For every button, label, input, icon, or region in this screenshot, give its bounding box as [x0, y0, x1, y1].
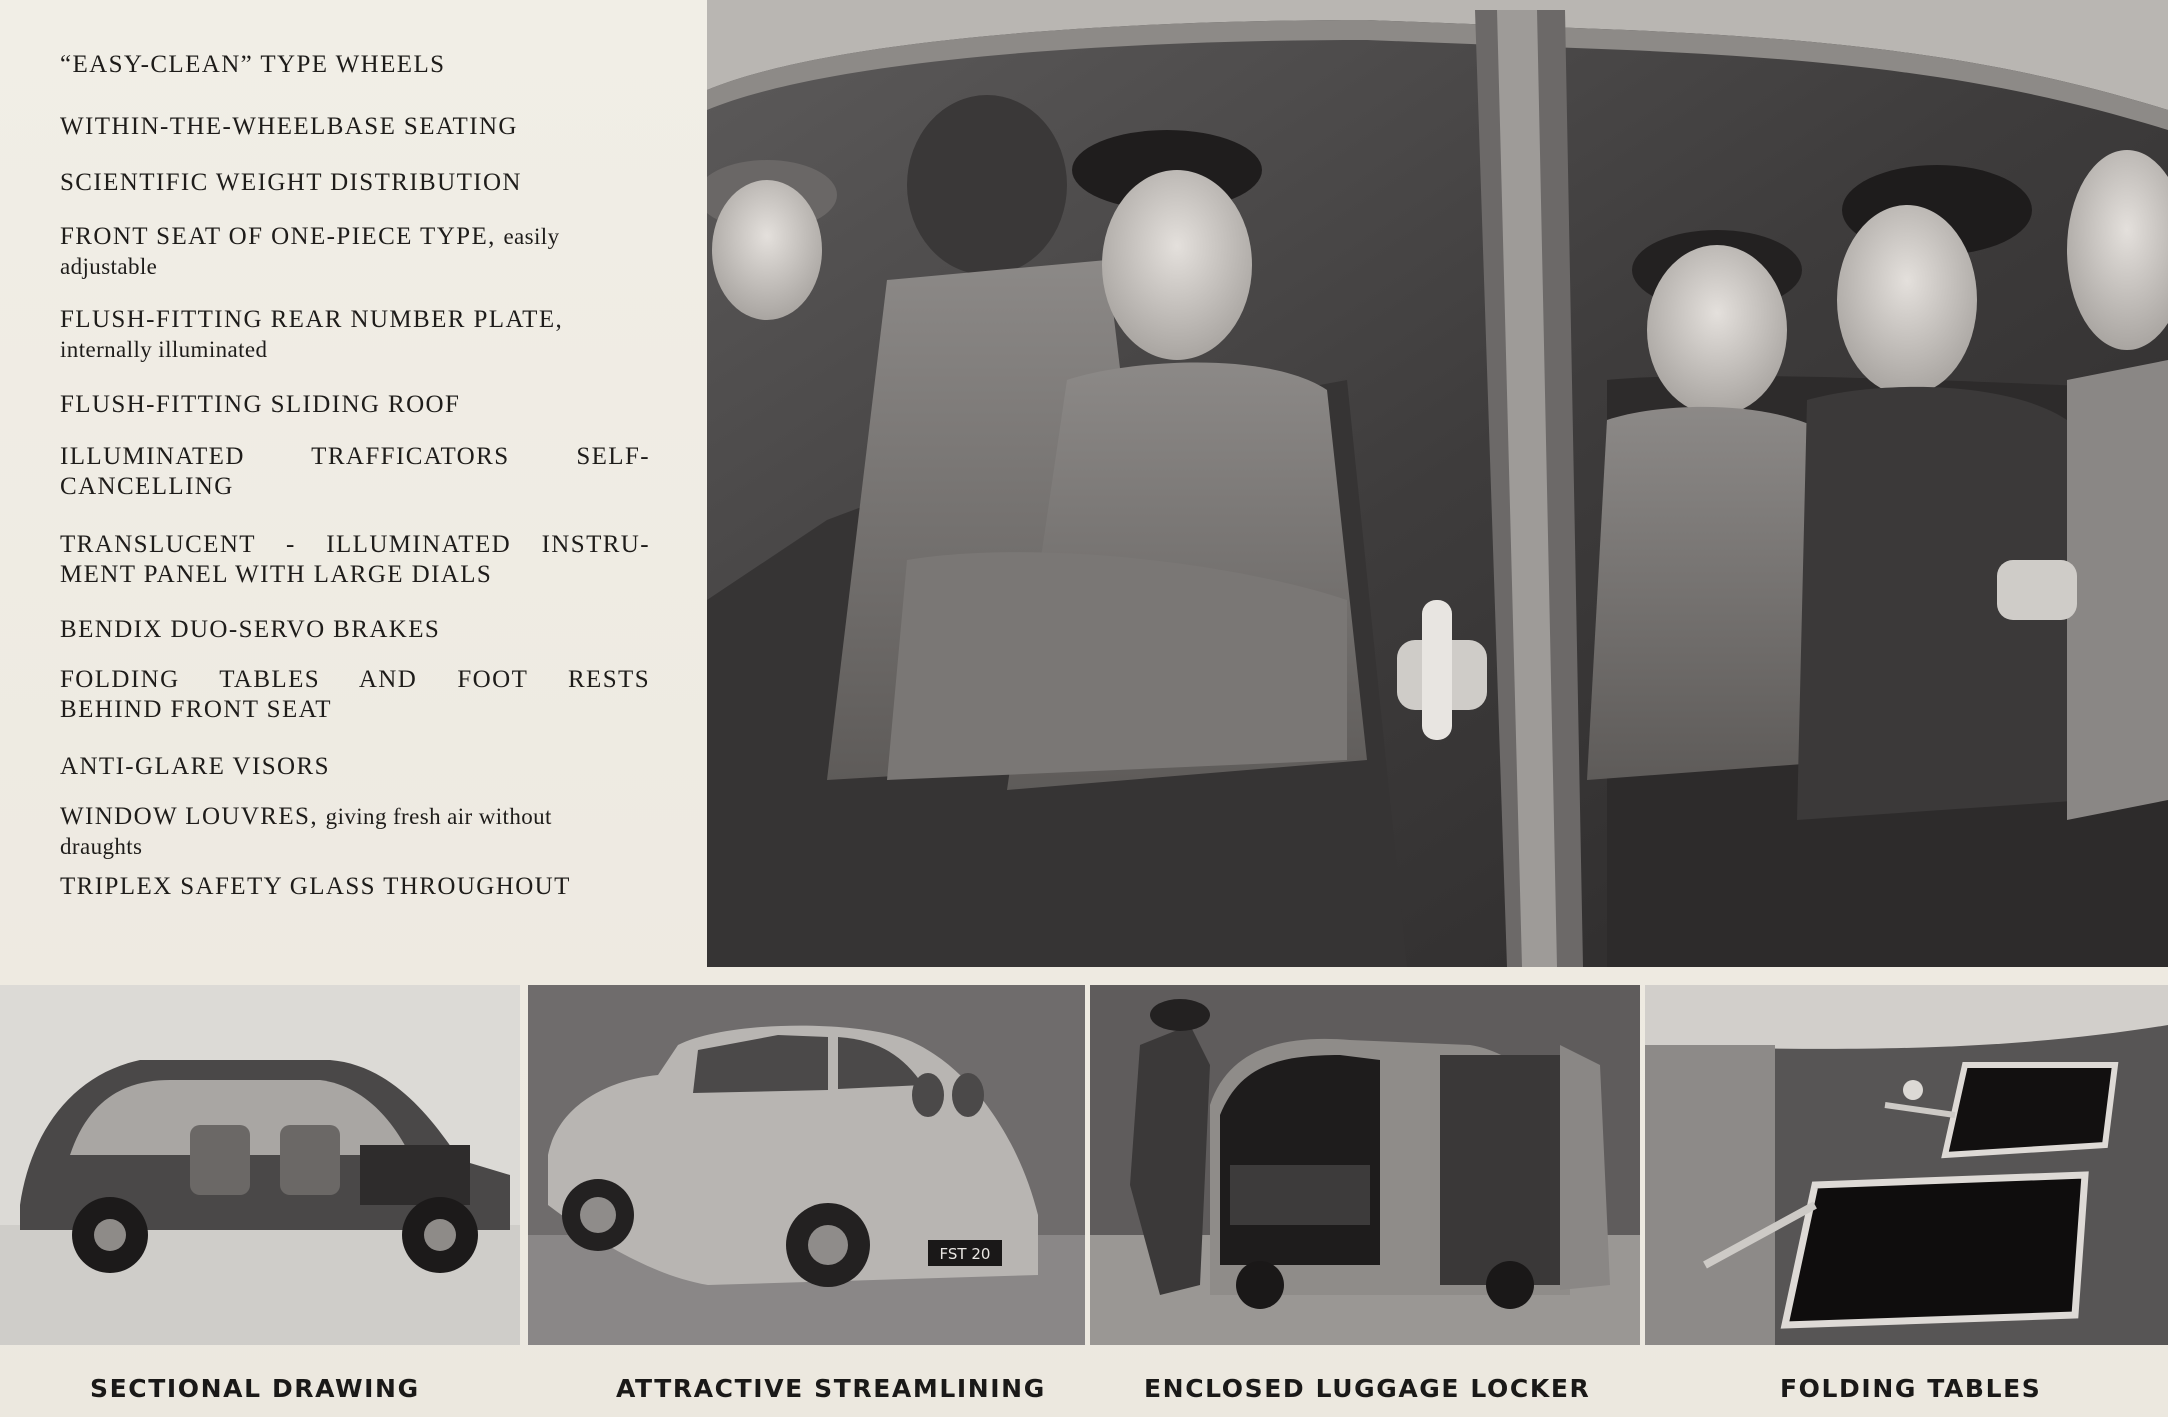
feature-detail: giving fresh air without — [325, 804, 552, 829]
sectional-drawing-photo — [0, 985, 520, 1345]
feature-title-continued: BEHIND FRONT SEAT — [60, 696, 332, 723]
folding-tables-illustration — [1645, 985, 2168, 1345]
feature-item — [60, 222, 650, 282]
feature-item — [60, 50, 650, 80]
streamlined-car-photo — [528, 985, 1085, 1345]
feature-item — [60, 305, 650, 365]
feature-detail: easily — [503, 224, 560, 249]
folding-tables-photo — [1645, 985, 2168, 1345]
caption-sectional-drawing: SECTIONAL DRAWING — [90, 1374, 420, 1403]
interior-passengers-illustration — [707, 0, 2168, 967]
feature-title: WINDOW LOUVRES, — [60, 803, 319, 830]
feature-item — [60, 752, 650, 782]
feature-title-continued: CANCELLING — [60, 473, 234, 500]
license-plate-text: FST 20 — [939, 1245, 991, 1263]
feature-item — [60, 615, 650, 645]
feature-title: FRONT SEAT OF ONE-PIECE TYPE, — [60, 223, 496, 250]
feature-detail-continued: adjustable — [60, 254, 158, 279]
caption-attractive-streamlining: ATTRACTIVE STREAMLINING — [616, 1374, 1046, 1403]
sectional-drawing-illustration — [0, 985, 520, 1345]
feature-title: ILLUMINATED TRAFFICATORS SELF- — [60, 443, 650, 470]
feature-title: SCIENTIFIC WEIGHT DISTRIBUTION — [60, 169, 522, 196]
feature-title: WITHIN-THE-WHEELBASE SEATING — [60, 113, 518, 140]
streamlined-car-illustration — [528, 985, 1085, 1345]
feature-detail-continued: internally illuminated — [60, 337, 268, 362]
luggage-locker-illustration — [1090, 985, 1640, 1345]
caption-folding-tables: FOLDING TABLES — [1780, 1374, 2042, 1403]
feature-title: BENDIX DUO-SERVO BRAKES — [60, 616, 441, 643]
feature-title: “EASY-CLEAN” TYPE WHEELS — [60, 51, 446, 78]
feature-title: TRANSLUCENT - ILLUMINATED INSTRU- — [60, 531, 650, 558]
feature-title-continued: MENT PANEL WITH LARGE DIALS — [60, 561, 493, 588]
feature-item — [60, 802, 650, 862]
feature-item — [60, 530, 650, 590]
feature-title: FOLDING TABLES AND FOOT RESTS — [60, 666, 650, 693]
feature-title: TRIPLEX SAFETY GLASS THROUGHOUT — [60, 873, 571, 900]
feature-item — [60, 665, 650, 725]
feature-item — [60, 112, 650, 142]
feature-title: ANTI-GLARE VISORS — [60, 753, 330, 780]
feature-title: FLUSH-FITTING SLIDING ROOF — [60, 391, 461, 418]
caption-enclosed-luggage-locker: ENCLOSED LUGGAGE LOCKER — [1144, 1374, 1591, 1403]
feature-item — [60, 390, 650, 420]
feature-item — [60, 168, 650, 198]
interior-passengers-photo — [707, 0, 2168, 967]
feature-item — [60, 872, 650, 902]
feature-title: FLUSH-FITTING REAR NUMBER PLATE, — [60, 306, 564, 333]
luggage-locker-photo — [1090, 985, 1640, 1345]
feature-item — [60, 442, 650, 502]
feature-detail-continued: draughts — [60, 834, 143, 859]
